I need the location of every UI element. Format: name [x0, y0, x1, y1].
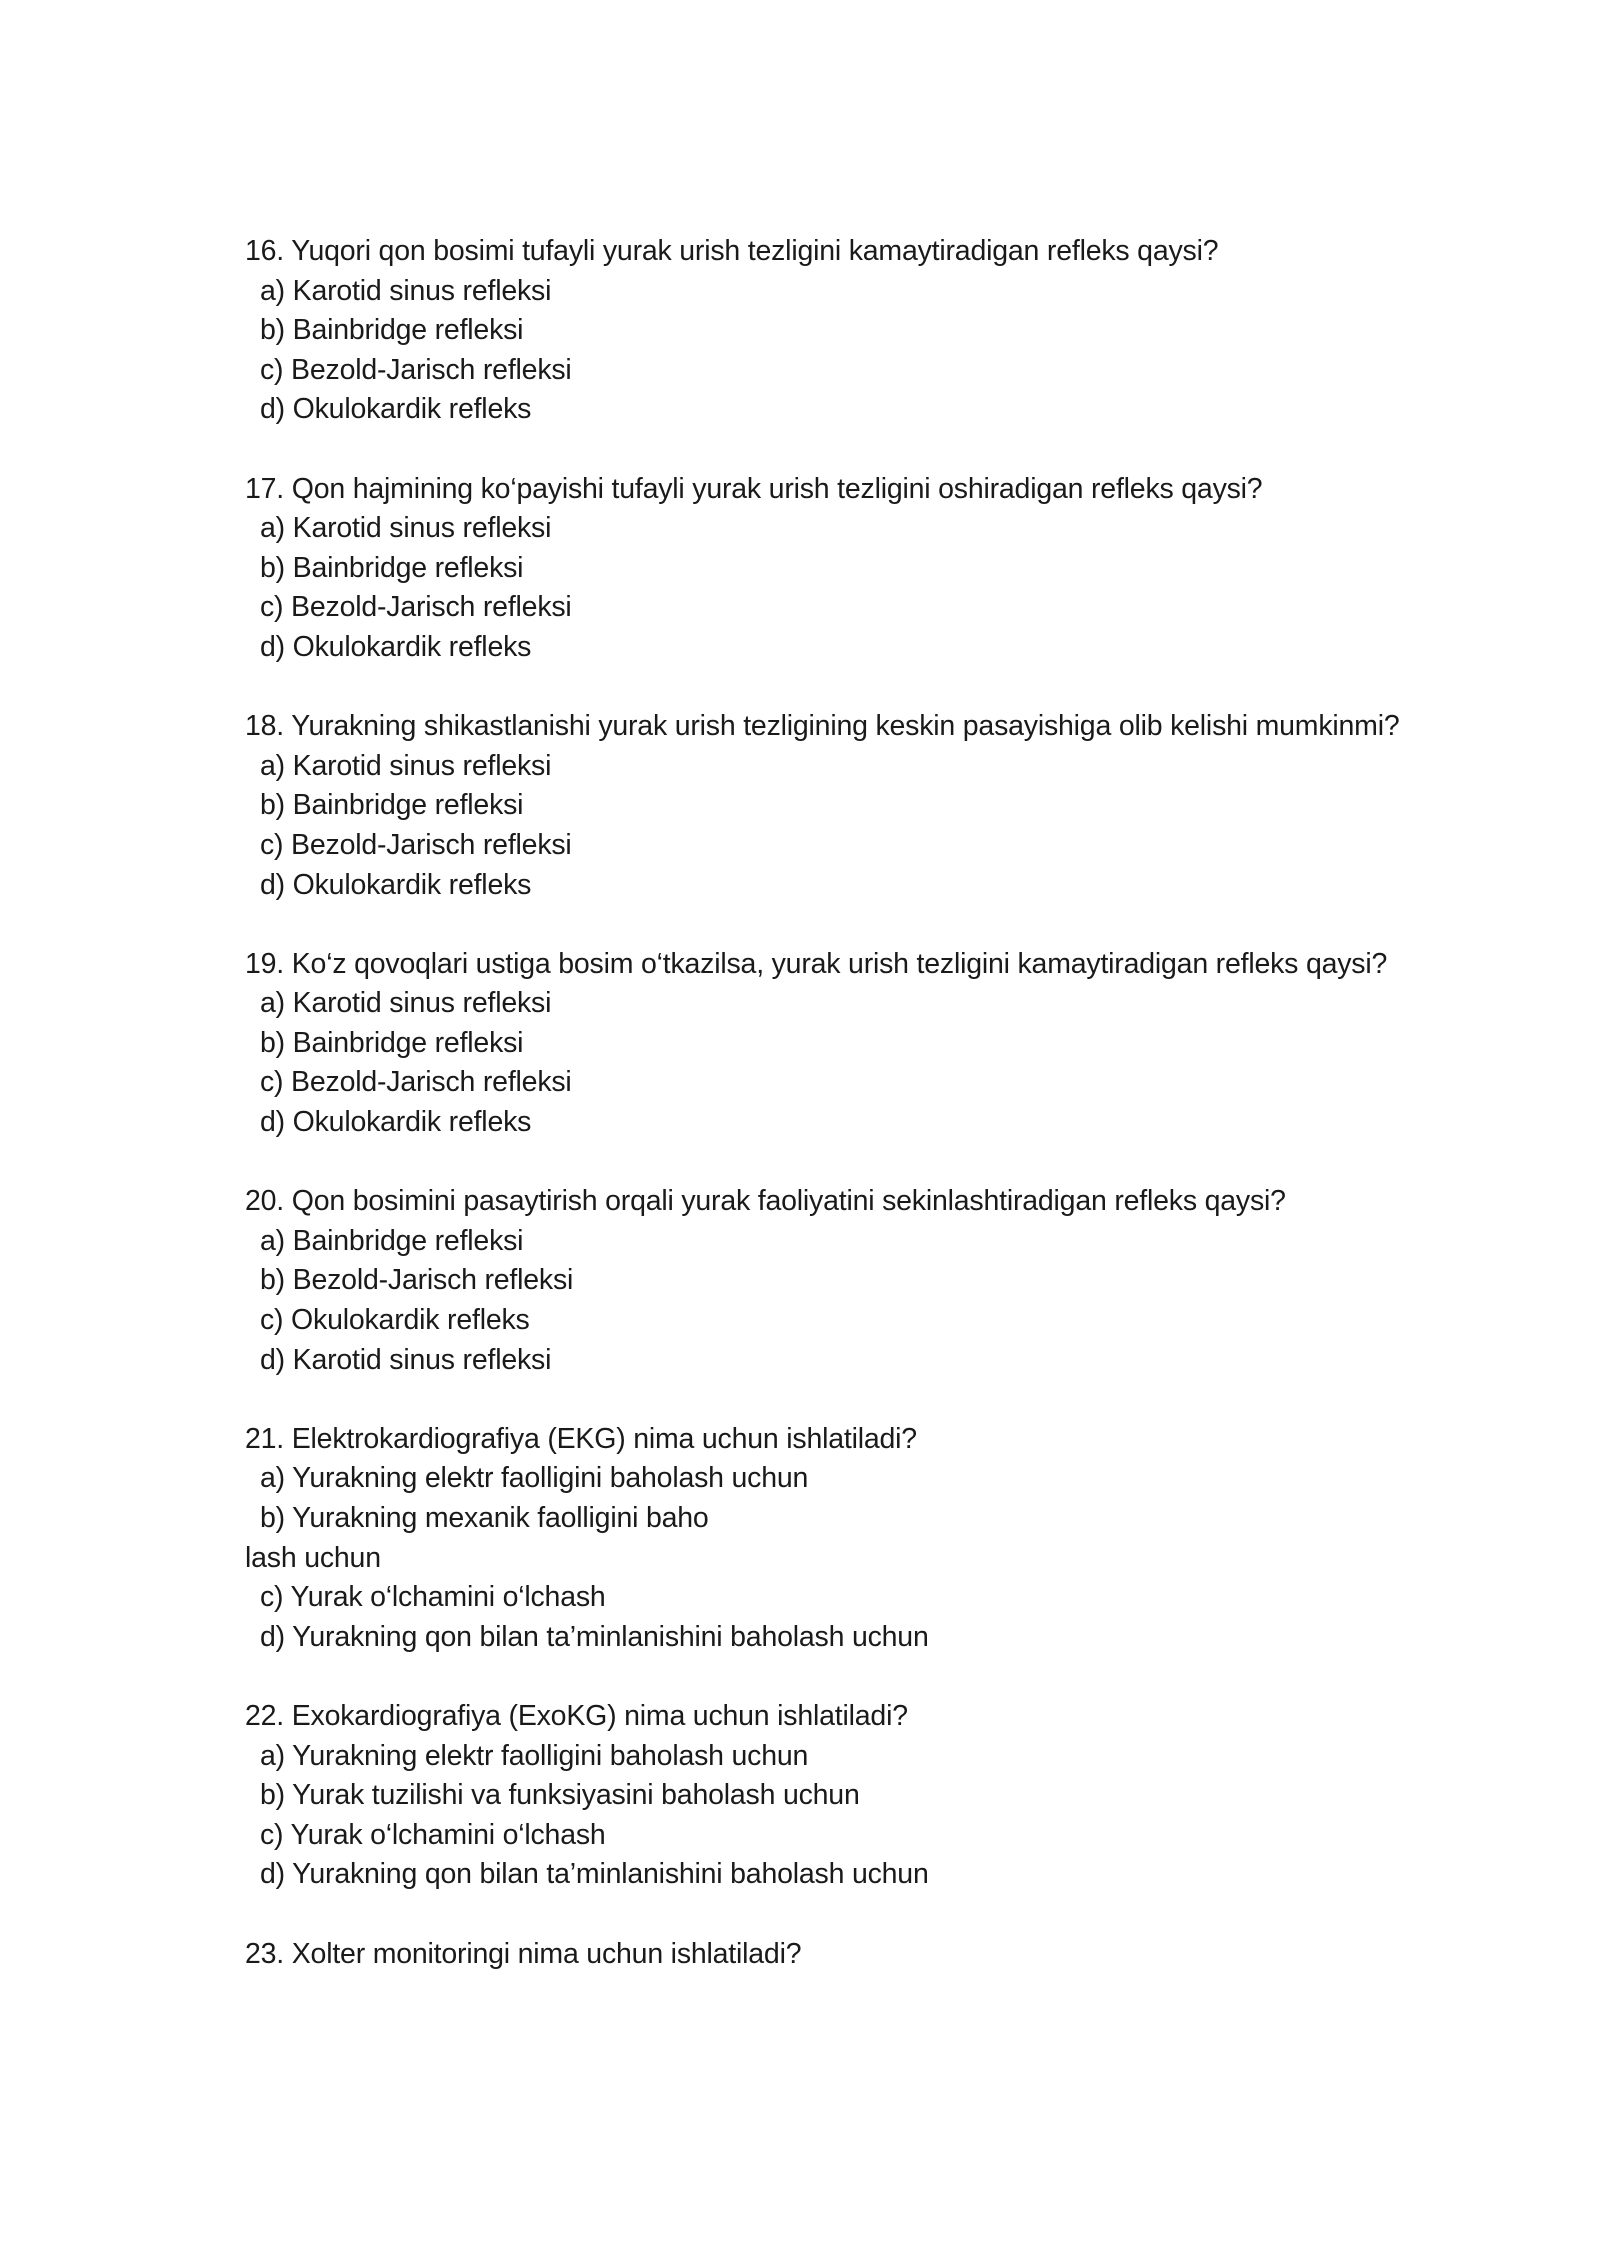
option-d: d) Karotid sinus refleksi — [260, 1343, 552, 1376]
option-d: d) Okulokardik refleks — [260, 1106, 532, 1139]
option-d: d) Okulokardik refleks — [260, 393, 532, 426]
option-d: d) Okulokardik refleks — [260, 630, 532, 663]
option-a: a) Karotid sinus refleksi — [260, 987, 552, 1020]
option-b: b) Yurakning mexanik faolligini baho — [260, 1502, 709, 1534]
option-b: b) Bezold-Jarisch refleksi — [260, 1264, 574, 1297]
option-a: a) Bainbridge refleksi — [260, 1224, 524, 1257]
question-17 — [245, 470, 1425, 668]
option-c: c) Bezold-Jarisch refleksi — [260, 828, 572, 861]
question-text: 23. Xolter monitoringi nima uchun ishlatiladi? — [245, 1937, 802, 1970]
question-22 — [245, 1697, 1425, 1895]
option-a: a) Karotid sinus refleksi — [260, 749, 552, 782]
option-c: c) Okulokardik refleks — [260, 1304, 530, 1337]
option-d: d) Yurakning qon bilan ta’minlanishini baholash uchun — [260, 1858, 929, 1891]
option-a: a) Karotid sinus refleksi — [260, 274, 552, 307]
option-c: c) Bezold-Jarisch refleksi — [260, 591, 572, 624]
question-19 — [245, 945, 1425, 1143]
option-b: b) Bainbridge refleksi — [260, 789, 524, 822]
question-20 — [245, 1182, 1425, 1380]
question-text: 22. Exokardiografiya (ExoKG) nima uchun ishlatiladi? — [245, 1699, 908, 1732]
question-21 — [245, 1420, 1425, 1658]
option-b: b) Bainbridge refleksi — [260, 551, 524, 584]
option-b: b) Bainbridge refleksi — [260, 1026, 524, 1059]
option-c: c) Bezold-Jarisch refleksi — [260, 353, 572, 386]
option-a: a) Yurakning elektr faolligini baholash uchun — [260, 1739, 809, 1772]
question-text: 21. Elektrokardiografiya (EKG) nima uchun ishlatiladi? — [245, 1422, 917, 1455]
question-16 — [245, 232, 1425, 430]
question-text: 18. Yurakning shikastlanishi yurak urish tezligining keskin pasayishiga olib kelishi mumkinmi? — [245, 710, 1400, 743]
question-text: 16. Yuqori qon bosimi tufayli yurak urish tezligini kamaytiradigan refleks qaysi? — [245, 235, 1219, 267]
question-text: 19. Ko‘z qovoqlari ustiga bosim o‘tkazilsa, yurak urish tezligini kamaytiradigan refleks qaysi? — [245, 947, 1388, 980]
question-text: 20. Qon bosimini pasaytirish orqali yurak faoliyatini sekinlashtiradigan refleks qaysi? — [245, 1185, 1286, 1218]
option-b-continuation: lash uchun — [245, 1541, 381, 1574]
option-b: b) Yurak tuzilishi va funksiyasini baholash uchun — [260, 1779, 860, 1812]
question-text: 17. Qon hajmining ko‘payishi tufayli yurak urish tezligini oshiradigan refleks qaysi? — [245, 472, 1263, 505]
option-b: b) Bainbridge refleksi — [260, 314, 524, 347]
question-23 — [245, 1935, 1425, 1975]
question-18 — [245, 707, 1425, 905]
option-c: c) Yurak o‘lchamini o‘lchash — [260, 1581, 606, 1614]
option-d: d) Okulokardik refleks — [260, 868, 532, 901]
option-a: a) Yurakning elektr faolligini baholash uchun — [260, 1462, 809, 1495]
option-c: c) Yurak o‘lchamini o‘lchash — [260, 1818, 606, 1851]
option-a: a) Karotid sinus refleksi — [260, 512, 552, 545]
option-d: d) Yurakning qon bilan ta’minlanishini baholash uchun — [260, 1620, 929, 1653]
document-page — [245, 232, 1425, 2014]
option-c: c) Bezold-Jarisch refleksi — [260, 1066, 572, 1099]
